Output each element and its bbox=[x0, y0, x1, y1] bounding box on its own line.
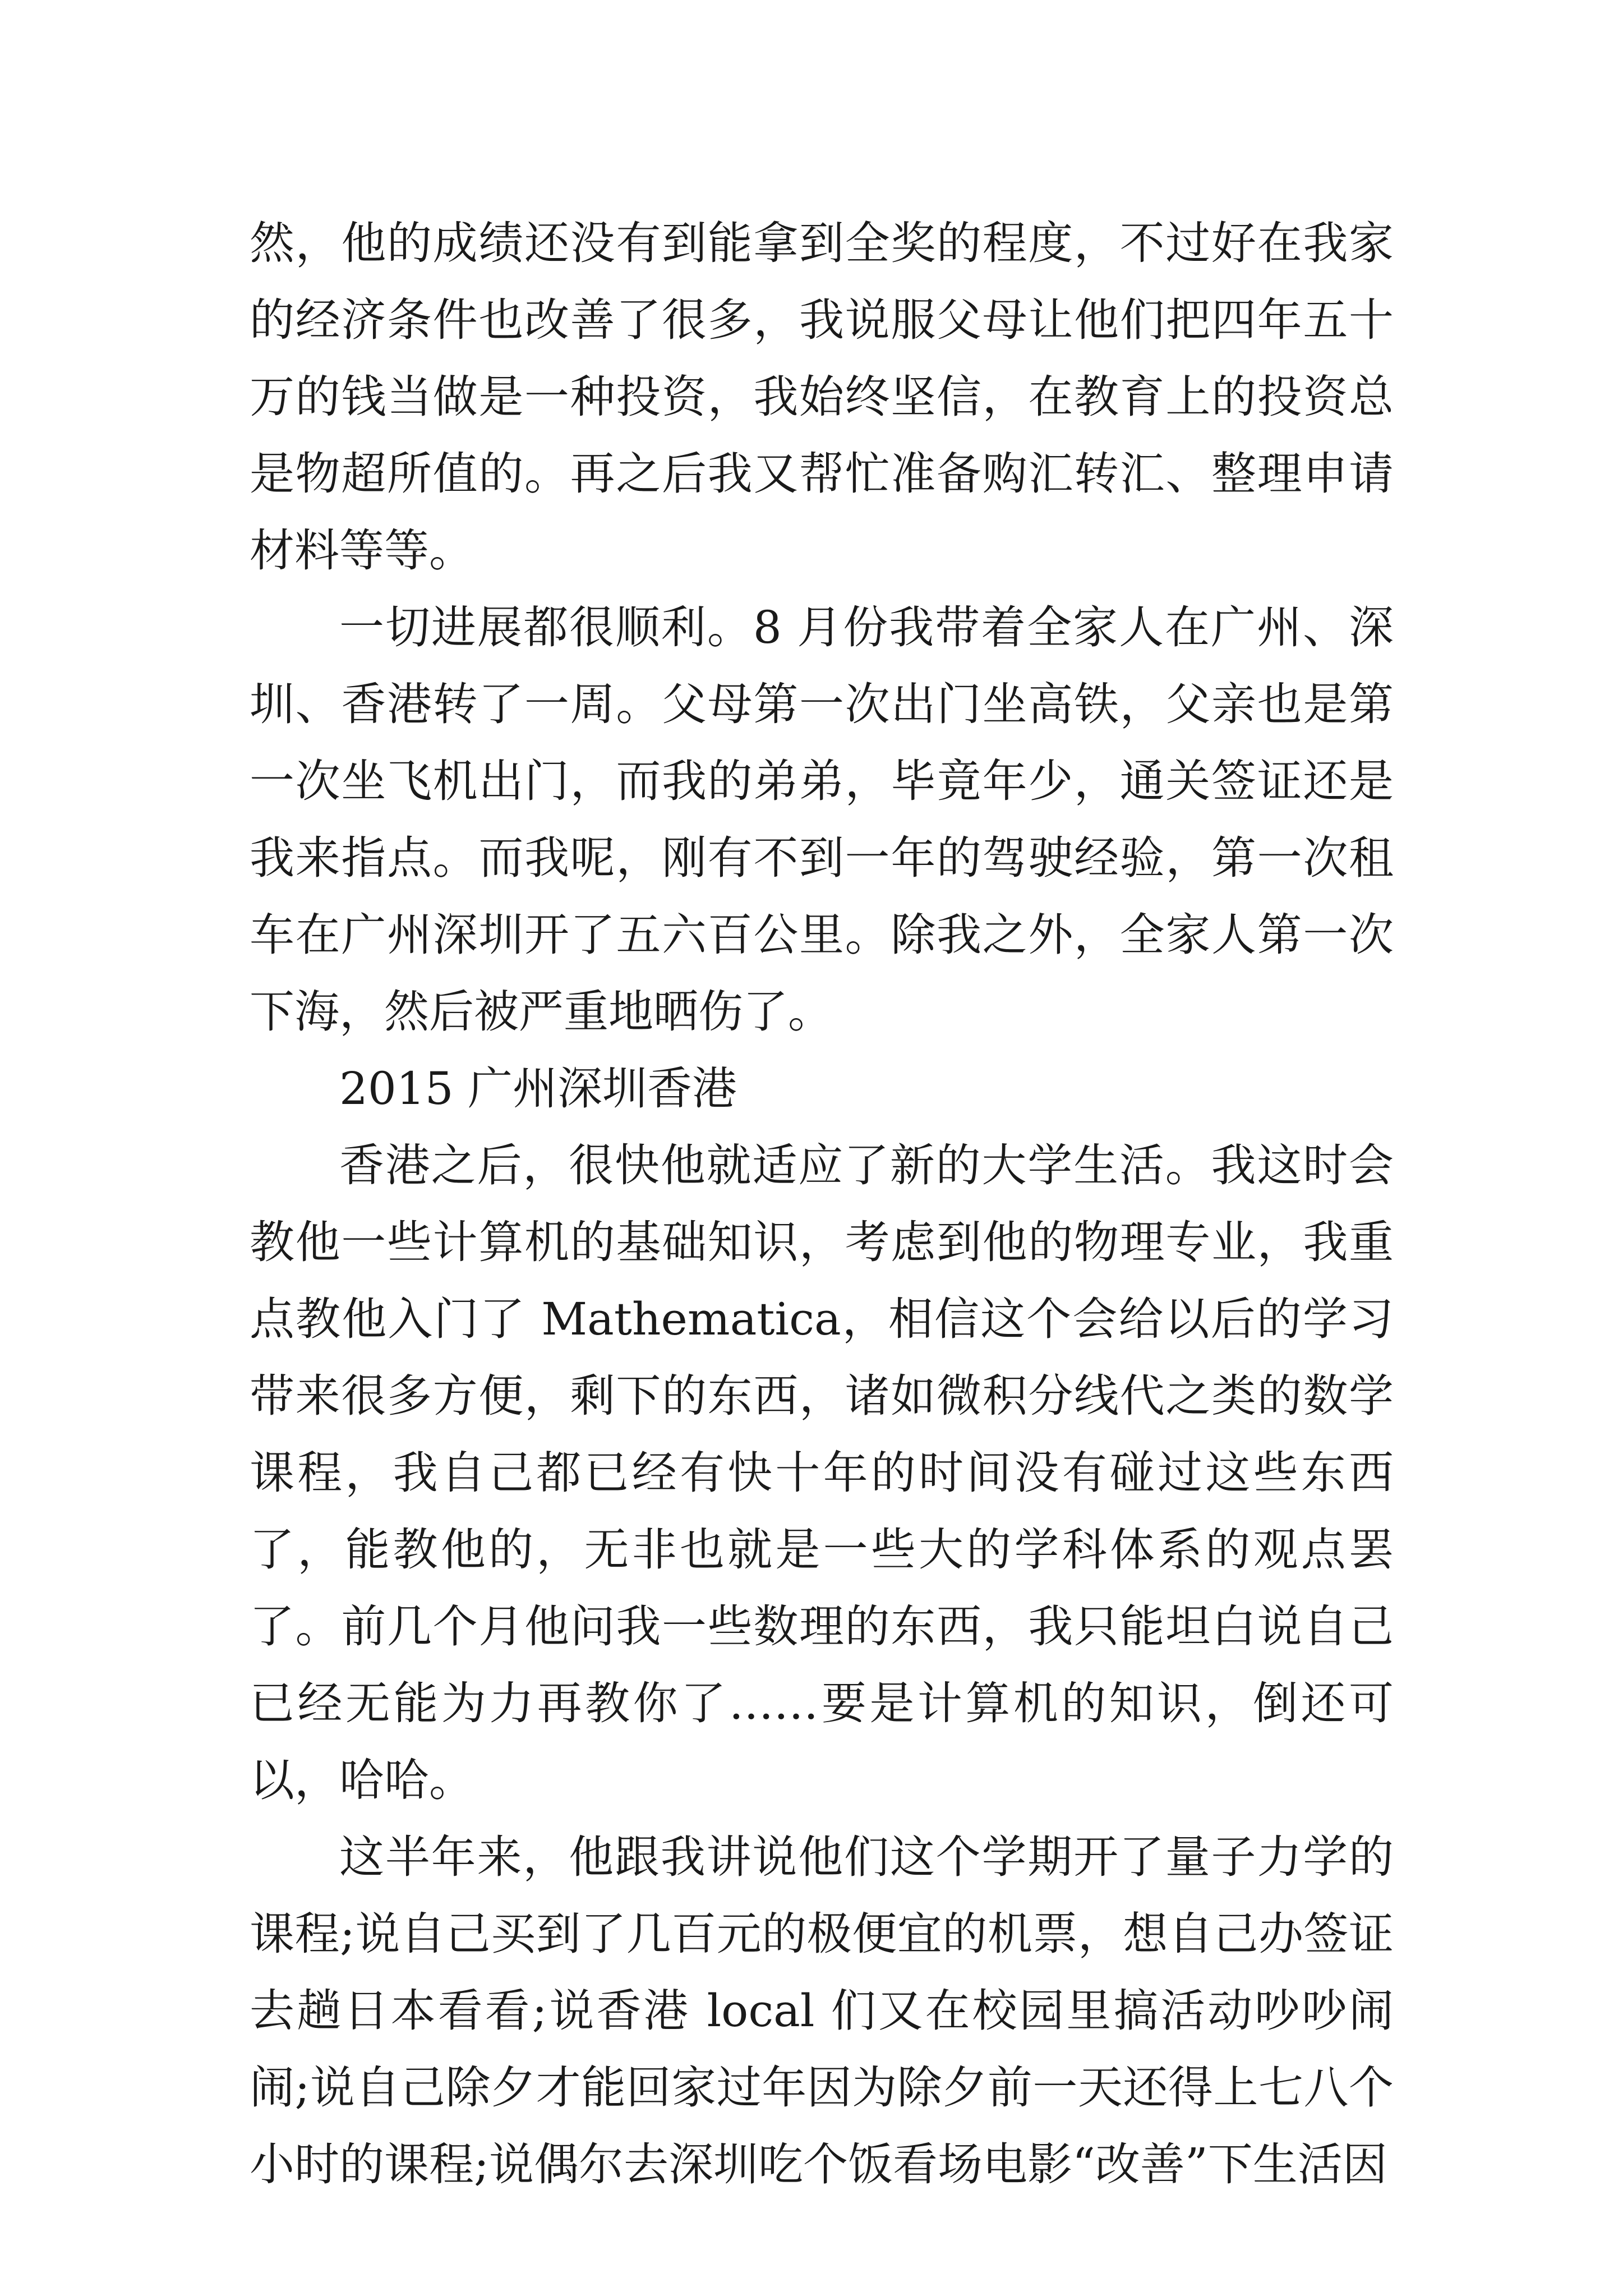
paragraph-university-life: 香港之后，很快他就适应了新的大学生活。我这时会教他一些计算机的基础知识，考虑到他的物理专业，我重点教他入门了 Mathematica，相信这个会给以后的学习带来很多方便，剩下的东西，诸如微积分线代之类的数学课程，我自己都已经有快十年的时间没有碰过这些东西了，能教他的，无非也就是一些大的学科体系的观点罢了。前几个月他问我一些数理的东西，我只能坦白说自己已经无能为力再教你了……要是计算机的知识，倒还可以，哈哈。 bbox=[250, 1139, 1394, 1806]
paragraph-continuation: 然，他的成绩还没有到能拿到全奖的程度，不过好在我家的经济条件也改善了很多，我说服父母让他们把四年五十万的钱当做是一种投资，我始终坚信，在教育上的投资总是物超所值的。再之后我又帮忙准备购汇转汇、整理申请材料等等。 bbox=[250, 217, 1394, 577]
body-text bbox=[250, 205, 1394, 2203]
paragraph-travel: 一切进展都很顺利。8 月份我带着全家人在广州、深圳、香港转了一周。父母第一次出门坐高铁，父亲也是第一次坐飞机出门，而我的弟弟，毕竟年少，通关签证还是我来指点。而我呢，刚有不到一年的驾驶经验，第一次租车在广州深圳开了五六百公里。除我之外，全家人第一次下海，然后被严重地晒伤了。 bbox=[250, 601, 1394, 1038]
paragraph-recent-news: 这半年来，他跟我讲说他们这个学期开了量子力学的课程;说自己买到了几百元的极便宜的机票，想自己办签证去趟日本看看;说香港 local 们又在校园里搞活动吵吵闹闹;说自己除夕才能回家过年因为除夕前一天还得上七八个小时的课程;说偶尔去深圳吃个饭看场电影“改善”下生活因 bbox=[250, 1831, 1394, 2191]
photo-caption: 2015 广州深圳香港 bbox=[339, 1062, 737, 1115]
